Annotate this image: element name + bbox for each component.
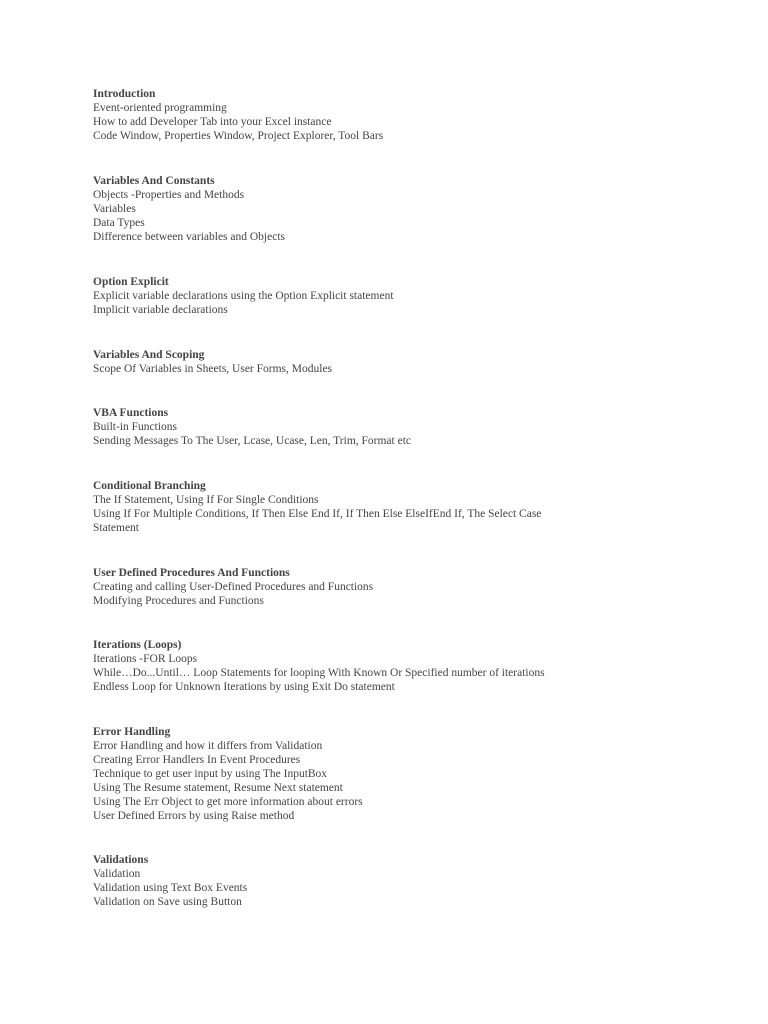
- section-variables-and-scoping: [93, 348, 713, 376]
- section-heading: Variables And Scoping: [93, 349, 205, 361]
- section-line: While…Do...Until… Loop Statements for looping With Known Or Specified number of iterations: [93, 667, 545, 679]
- section-line: Using If For Multiple Conditions, If Then Else End If, If Then Else ElseIfEnd If, The Select Case Statement: [93, 508, 542, 534]
- section-user-defined-procedures: [93, 566, 713, 608]
- section-line: Modifying Procedures and Functions: [93, 595, 264, 607]
- section-line: Technique to get user input by using The InputBox: [93, 768, 328, 780]
- section-line: Creating Error Handlers In Event Procedures: [93, 754, 301, 766]
- section-line: Sending Messages To The User, Lcase, Ucase, Len, Trim, Format etc: [93, 435, 412, 447]
- section-line: Event-oriented programming: [93, 102, 227, 114]
- section-line: Code Window, Properties Window, Project Explorer, Tool Bars: [93, 130, 384, 142]
- section-introduction: [93, 87, 713, 143]
- section-line: Scope Of Variables in Sheets, User Forms, Modules: [93, 363, 333, 375]
- section-heading: Validations: [93, 854, 149, 866]
- section-line: Validation on Save using Button: [93, 896, 242, 908]
- section-line: Implicit variable declarations: [93, 304, 228, 316]
- section-heading: VBA Functions: [93, 407, 169, 419]
- section-line: Objects -Properties and Methods: [93, 189, 245, 201]
- section-line: Endless Loop for Unknown Iterations by using Exit Do statement: [93, 681, 395, 693]
- section-line: Validation: [93, 868, 141, 880]
- section-error-handling: [93, 725, 713, 823]
- section-line: How to add Developer Tab into your Excel instance: [93, 116, 332, 128]
- section-line: Error Handling and how it differs from Validation: [93, 740, 323, 752]
- section-line: Using The Err Object to get more information about errors: [93, 796, 363, 808]
- section-heading: Iterations (Loops): [93, 639, 182, 651]
- section-line: Iterations -FOR Loops: [93, 653, 198, 665]
- section-line: Data Types: [93, 217, 145, 229]
- section-line: Using The Resume statement, Resume Next statement: [93, 782, 343, 794]
- section-line: Built-in Functions: [93, 421, 178, 433]
- section-heading: Variables And Constants: [93, 175, 215, 187]
- section-iterations-loops: [93, 638, 713, 694]
- section-line: The If Statement, Using If For Single Conditions: [93, 494, 319, 506]
- section-line: Validation using Text Box Events: [93, 882, 248, 894]
- section-variables-and-constants: [93, 174, 713, 244]
- section-line: Variables: [93, 203, 136, 215]
- section-heading: Option Explicit: [93, 276, 169, 288]
- section-line: Creating and calling User-Defined Procedures and Functions: [93, 581, 374, 593]
- section-vba-functions: [93, 406, 713, 448]
- section-line: Explicit variable declarations using the Option Explicit statement: [93, 290, 394, 302]
- section-validations: [93, 853, 713, 909]
- section-line: Difference between variables and Objects: [93, 231, 286, 243]
- section-option-explicit: [93, 275, 713, 317]
- section-heading: Introduction: [93, 88, 156, 100]
- section-heading: Conditional Branching: [93, 480, 206, 492]
- section-conditional-branching: [93, 479, 713, 535]
- section-heading: User Defined Procedures And Functions: [93, 567, 290, 579]
- section-heading: Error Handling: [93, 726, 171, 738]
- section-line: User Defined Errors by using Raise method: [93, 810, 295, 822]
